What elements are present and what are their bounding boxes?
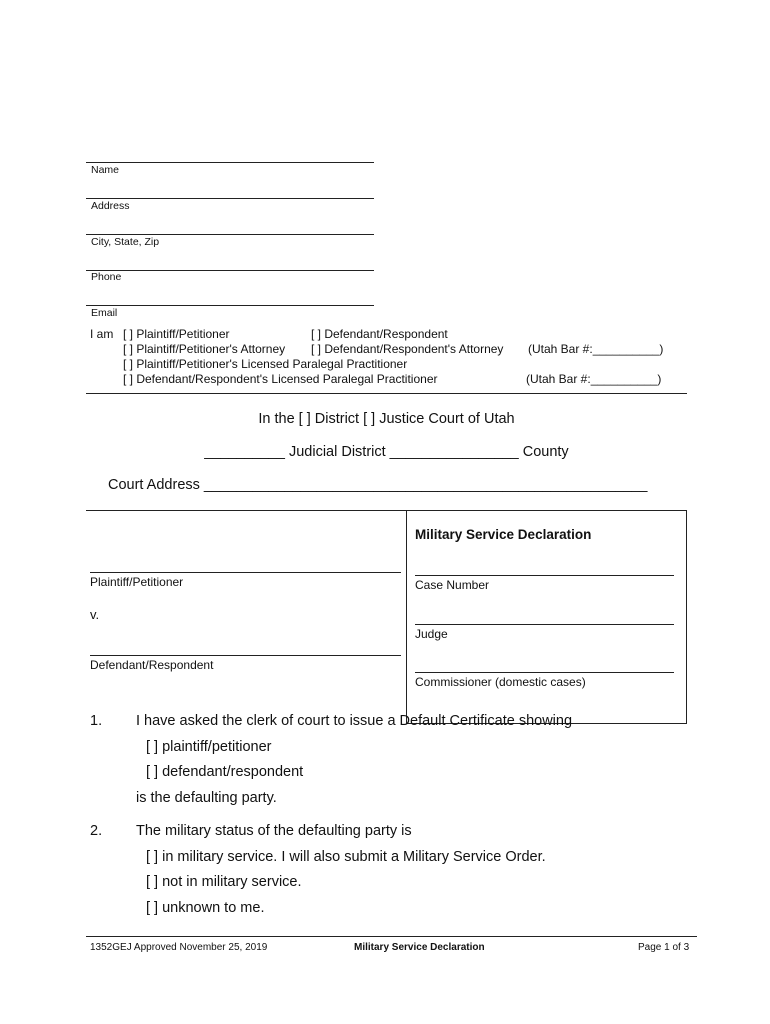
court-type-line: In the [ ] District [ ] Justice Court of Utah (258, 411, 515, 427)
city-state-zip-line[interactable] (86, 234, 374, 235)
email-line[interactable] (86, 305, 374, 306)
court-address-line[interactable]: Court Address _______________________________________________________ (108, 477, 648, 493)
case-number-line[interactable] (415, 575, 674, 576)
item-1-after-text: is the defaulting party. (136, 790, 277, 806)
commissioner-line[interactable] (415, 672, 674, 673)
defendant-label: Defendant/Respondent (90, 658, 214, 672)
footer-rule (86, 936, 697, 937)
option-unknown-checkbox[interactable]: [ ] unknown to me. (146, 900, 265, 916)
role-defendant-checkbox[interactable]: [ ] Defendant/Respondent (311, 327, 448, 341)
utah-bar-number-field[interactable]: (Utah Bar #:__________) (528, 342, 664, 356)
judge-line[interactable] (415, 624, 674, 625)
plaintiff-name-line[interactable] (90, 572, 401, 573)
footer-title: Military Service Declaration (354, 942, 485, 953)
option-not-in-service-checkbox[interactable]: [ ] not in military service. (146, 874, 302, 890)
caption-divider (406, 510, 407, 723)
item-number: 2. (90, 823, 103, 839)
name-label: Name (91, 164, 120, 176)
name-line[interactable] (86, 162, 374, 163)
caption-top-border (86, 510, 687, 511)
option-defendant-checkbox[interactable]: [ ] defendant/respondent (146, 764, 304, 780)
item-1-text: I have asked the clerk of court to issue a Default Certificate showing (136, 713, 573, 729)
role-defendant-paralegal-checkbox[interactable]: [ ] Defendant/Respondent's Licensed Paralegal Practitioner (123, 372, 438, 386)
judge-label: Judge (415, 627, 448, 641)
plaintiff-label: Plaintiff/Petitioner (90, 575, 184, 589)
utah-bar-number-field[interactable]: (Utah Bar #:__________) (526, 372, 662, 386)
phone-label: Phone (91, 271, 122, 283)
role-plaintiff-checkbox[interactable]: [ ] Plaintiff/Petitioner (123, 327, 230, 341)
versus-label: v. (90, 607, 100, 622)
role-defendant-attorney-checkbox[interactable]: [ ] Defendant/Respondent's Attorney (311, 342, 504, 356)
case-number-label: Case Number (415, 578, 490, 592)
judicial-district-line: __________ Judicial District ________________ County (204, 444, 569, 460)
page-number: Page 1 of 3 (638, 942, 690, 953)
option-in-service-checkbox[interactable]: [ ] in military service. I will also submit a Military Service Order. (146, 849, 546, 865)
divider (86, 393, 687, 394)
item-2-text: The military status of the defaulting party is (136, 823, 412, 839)
role-plaintiff-paralegal-checkbox[interactable]: [ ] Plaintiff/Petitioner's Licensed Paralegal Practitioner (123, 357, 408, 371)
item-number: 1. (90, 713, 103, 729)
phone-line[interactable] (86, 270, 374, 271)
form-id: 1352GEJ Approved November 25, 2019 (90, 942, 268, 953)
email-label: Email (91, 307, 118, 319)
city-state-zip-label: City, State, Zip (91, 236, 160, 248)
address-line[interactable] (86, 198, 374, 199)
defendant-name-line[interactable] (90, 655, 401, 656)
iam-lead: I am (90, 327, 114, 341)
role-plaintiff-attorney-checkbox[interactable]: [ ] Plaintiff/Petitioner's Attorney (123, 342, 286, 356)
address-label: Address (91, 200, 130, 212)
option-plaintiff-checkbox[interactable]: [ ] plaintiff/petitioner (146, 739, 272, 755)
document-title: Military Service Declaration (415, 527, 592, 542)
commissioner-label: Commissioner (domestic cases) (415, 675, 586, 689)
caption-right-border (686, 510, 687, 723)
